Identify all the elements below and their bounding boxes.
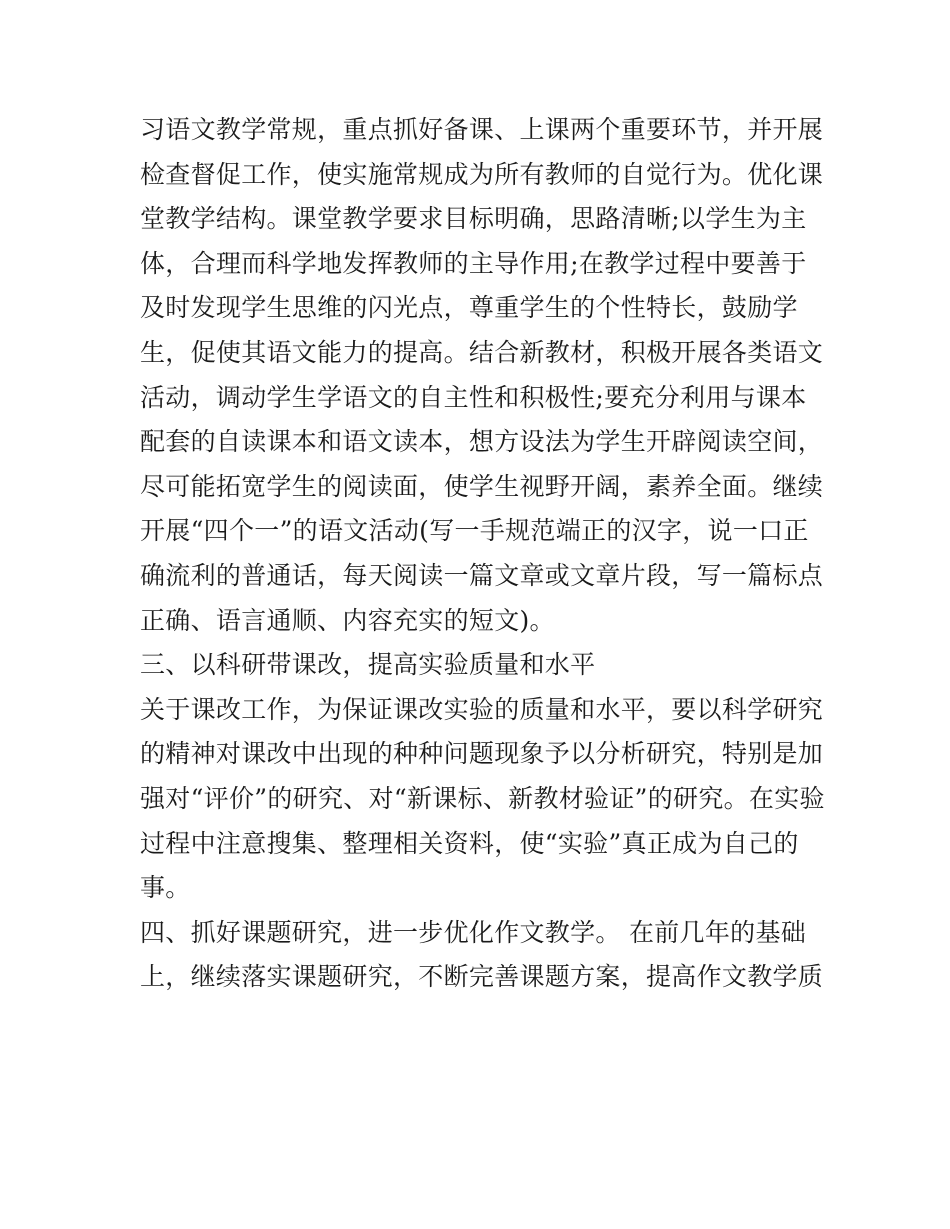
text-line: 活动，调动学生学语文的自主性和积极性;要充分利用与课本 <box>140 382 807 412</box>
text-line: 事。 <box>140 873 191 903</box>
body-text <box>140 108 825 1000</box>
text-line: 的精神对课改中出现的种种问题现象予以分析研究，特别是加 <box>140 739 824 769</box>
text-line: 检查督促工作，使实施常规成为所有教师的自觉行为。优化课 <box>140 159 824 189</box>
section-heading: 三、以科研带课改，提高实验质量和水平 <box>140 650 596 680</box>
text-line: 堂教学结构。课堂教学要求目标明确，思路清晰;以学生为主 <box>140 204 807 234</box>
text-line: 生，促使其语文能力的提高。结合新教材，积极开展各类语文 <box>140 337 824 367</box>
text-line: 过程中注意搜集、整理相关资料，使“实验”真正成为自己的 <box>140 828 799 858</box>
text-line: 正确、语言通顺、内容充实的短文)。 <box>140 605 555 635</box>
text-line: 尽可能拓宽学生的阅读面，使学生视野开阔，素养全面。继续 <box>140 471 824 501</box>
text-line: 配套的自读课本和语文读本，想方设法为学生开辟阅读空间， <box>140 427 824 457</box>
text-line: 体，合理而科学地发挥教师的主导作用;在教学过程中要善于 <box>140 248 807 278</box>
text-line: 上，继续落实课题研究，不断完善课题方案，提高作文教学质 <box>140 962 824 992</box>
text-line: 确流利的普通话，每天阅读一篇文章或文章片段，写一篇标点 <box>140 560 824 590</box>
text-line: 及时发现学生思维的闪光点，尊重学生的个性特长，鼓励学 <box>140 293 798 323</box>
text-line: 关于课改工作，为保证课改实验的质量和水平，要以科学研究 <box>140 694 824 724</box>
section-heading: 四、抓好课题研究，进一步优化作文教学。 在前几年的基础 <box>140 917 807 947</box>
text-line: 习语文教学常规，重点抓好备课、上课两个重要环节，并开展 <box>140 115 824 144</box>
text-line: 开展“四个一”的语文活动(写一手规范端正的汉字，说一口正 <box>140 516 809 546</box>
text-line: 强对“评价”的研究、对“新课标、新教材验证”的研究。在实验 <box>140 783 825 813</box>
